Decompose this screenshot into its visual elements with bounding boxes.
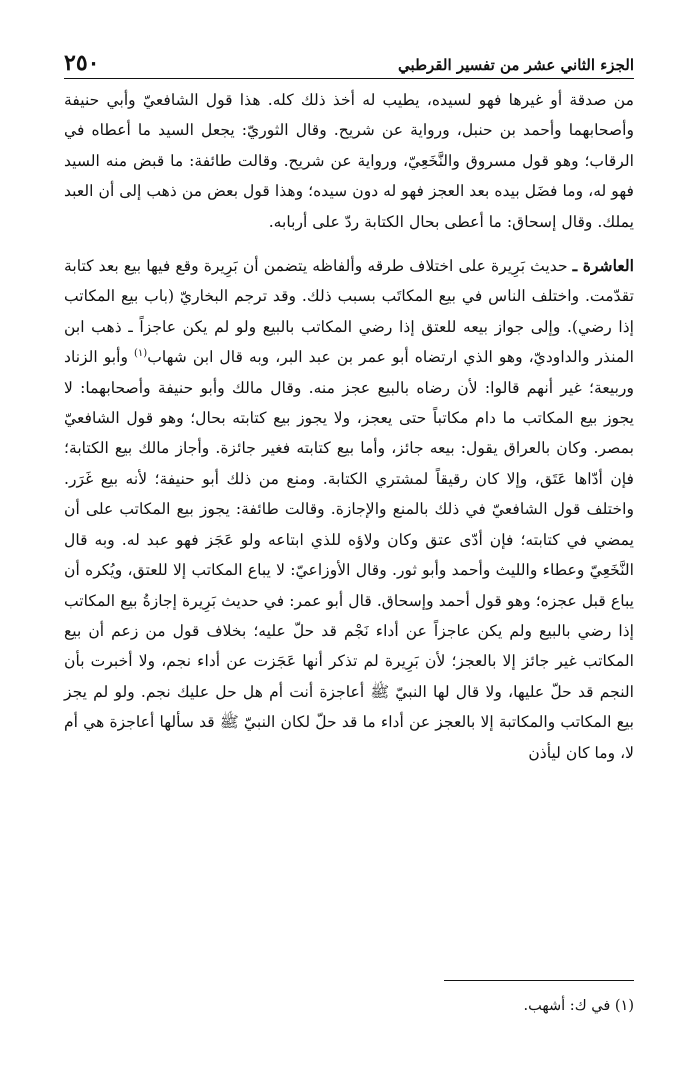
footnote-reference: (١) — [134, 348, 148, 360]
footnote: (١) في ك: أشهب. — [523, 998, 634, 1014]
running-title: الجزء الثاني عشر من تفسير القرطبي — [398, 56, 634, 74]
paragraph-text-part-1: حديث بَرِيرة على اختلاف طرقه وألفاظه يتضمن أن بَرِيرة وقع فيها بيع بعد كتابة تقدّمت. واختلف الناس في بيع المكاتَب بسبب ذلك. وقد ترجم البخاريّ (باب بيع المكاتب إذا رضي). وإلى جواز بيعه للعتق إذا رضي المكاتب بالبيع ولو لم يكن عاجزاً ـ ذهب ابن المنذر والداوديّ، وهو الذي ارتضاه أبو عمر بن عبد البر، وبه قال ابن شهاب — [64, 257, 634, 367]
footnote-divider — [444, 980, 634, 981]
section-heading: العاشرة ـ — [572, 256, 634, 276]
page-body — [64, 85, 634, 768]
paragraph-text-part-2: وأبو الزناد وربيعة؛ غير أنهم قالوا: لأن رضاه بالبيع عجز منه. وقال مالك وأبو حنيفة وأصحابهما: لا يجوز بيع المكاتب ما دام مكاتباً حتى يعجز، ولا يجوز بيع كتابته بحال؛ وهو قول الشافعيّ بمصر. وكان بالعراق يقول: بيعه جائز، وأما بيع كتابته فغير جائزة. وأجاز مالك بيع الكتابة؛ فإن أدّاها عَتَق، وإلا كان رقيقاً لمشتري الكتابة. ومنع من ذلك أبو حنيفة؛ لأنه بيع غَرَر. واختلف قول الشافعيّ في ذلك بالمنع والإجازة. وقالت طائفة: يجوز بيع المكاتب على أن يمضي في كتابته؛ فإن أدّى عتق وكان ولاؤه للذي ابتاعه ولو عَجَز فهو عبد له. وبه قال النَّخَعِيّ وعطاء والليث وأحمد وأبو ثور. وقال الأوزاعيّ: لا يباع المكاتب إلا للعتق، ويُكره أن يباع قبل عجزه؛ وهو قول أحمد وإسحاق. قال أبو عمر: في حديث بَرِيرة إجازةُ بيع المكاتب إذا رضي بالبيع ولم يكن عاجزاً عن أداء نَجْم قد حلّ عليه؛ بخلاف قول من زعم أن بيع المكاتب غير جائز إلا بالعجز؛ لأن بَرِيرة لم تذكر أنها عَجَزت عن أداء نجم، ولا أخبرت بأن النجم قد حلّ عليها، ولا قال لها النبيّ ﷺ أعاجزة أنت أم هل حل عليك نجم. ولو لم يجز بيع المكاتب والمكاتبة إلا بالعجز عن أداء ما قد حلّ لكان النبيّ ﷺ قد سألها أعاجزة هي أم لا، وما كان ليأذن — [64, 348, 634, 762]
page-number: ٢٥٠ — [64, 50, 100, 76]
paragraph-tenth-issue — [64, 251, 634, 768]
paragraph-continuation: من صدقة أو غيرها فهو لسيده، يطيب له أخذ ذلك كله. هذا قول الشافعيّ وأبي حنيفة وأصحابهما وأحمد بن حنبل، ورواية عن شريح. وقال الثوريّ: يجعل السيد ما أعطاه في الرقاب؛ وهو قول مسروق والنَّخَعِيّ، ورواية عن شريح. وقالت طائفة: ما قبض منه السيد فهو له، وما فضَل بيده بعد العجز فهو له دون سيده؛ وهذا قول بعض من ذهب إلى أن العبد يملك. وقال إسحاق: ما أعطى بحال الكتابة ردّ على أربابه. — [64, 91, 634, 231]
page-header — [64, 44, 634, 79]
